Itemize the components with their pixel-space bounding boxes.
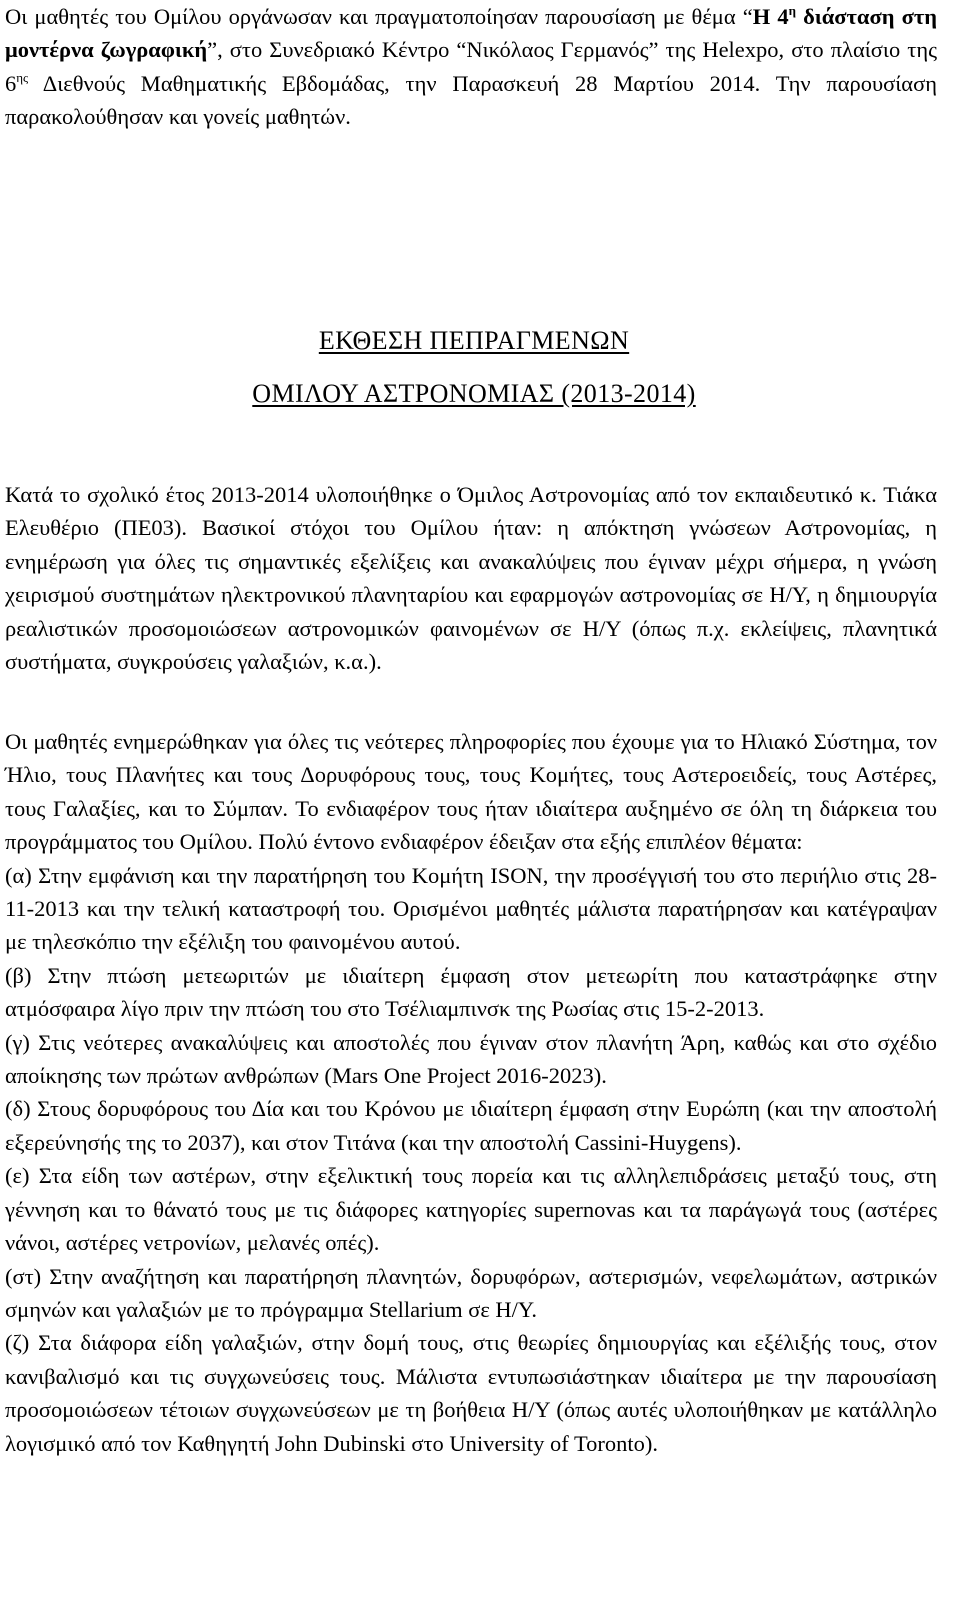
goals-paragraph: Κατά το σχολικό έτος 2013-2014 υλοποιήθηκε ο Όμιλος Αστρονομίας από τον εκπαιδευτικό κ. Τιάκα Ελευθέριο (ΠΕ03). Βασικοί στόχοι του Ομίλου ήταν: η απόκτηση γνώσεων Αστρονομίας, η ενημέρωση για όλες τις σημαντικές εξελίξεις και ανακαλύψεις που έγιναν μέχρι σήμερα, η γνώση χειρισμού συστημάτων ηλεκτρονικού πλανηταρίου και εφαρμογών αστρονομίας σε Η/Υ, η δημιουργία ρεαλιστικών προσομοιώσεων αστρονομικών φαινομένων σε Η/Υ (όπως π.χ. εκλείψεις, πλανητικά συστήματα, συγκρούσεις γαλαξιών, κ.α.). [5,482,937,675]
report-heading: ΕΚΘΕΣΗ ΠΕΠΡΑΓΜΕΝΩΝ [318,326,630,355]
info-paragraph: Οι μαθητές ενημερώθηκαν για όλες τις νεότερες πληροφορίες που έχουμε για το Ηλιακό Σύστημα, τον Ήλιο, τους Πλανήτες και τους Δορυφόρους τους, τους Κομήτες, τους Αστεροειδείς, τους Αστέρες, τους Γαλαξίες, και το Σύμπαν. Το ενδιαφέρον τους ήταν ιδιαίτερα αυξημένο σε όλη τη διάρκεια του προγράμματος του Ομίλου. Πολύ έντονο ενδιαφέρον έδειξαν στα εξής επιπλέον θέματα: [5,729,937,855]
intro-text-start: Οι μαθητές του Ομίλου οργάνωσαν και πραγματοποίησαν παρουσίαση με θέμα [5,4,743,29]
topic-item-c: (γ) Στις νεότερες ανακαλύψεις και αποστολές που έγιναν στον πλανήτη Άρη, καθώς και στο σχέδιο αποίκησης των πρώτων ανθρώπων (Mars One Project 2016-2023). [5,1029,937,1089]
topic-item-b: (β) Στην πτώση μετεωριτών με ιδιαίτερη έμφαση στον μετεωρίτη που καταστράφηκε στην ατμόσφαιρα λίγο πριν την πτώση του στο Τσέλιαμπινσκ της Ρωσίας στις 15-2-2013. [5,962,937,1022]
topics-section [0,725,948,1460]
topic-item-f: (στ) Στην αναζήτηση και παρατήρηση πλανητών, δορυφόρων, αστερισμών, νεφελωμάτων, αστρικών σμηνών και γαλαξιών με το πρόγραμμα Stellarium σε Η/Υ. [5,1263,937,1322]
topic-item-d: (δ) Στους δορυφόρους του Δία και του Κρόνου με ιδιαίτερη έμφαση στην Ευρώπη (και την αποστολή εξερεύνησής της το 2037), και στον Τιτάνα (και την αποστολή Cassini-Huygens). [5,1096,937,1155]
title-superscript: η [788,3,796,18]
intro-text-end: Διεθνούς Μαθηματικής Εβδομάδας, την Παρασκευή 28 Μαρτίου 2014. Την παρουσίαση παρακολούθησαν και γονείς μαθητών. [5,70,937,130]
title-part-b: διάσταση στη μοντέρνα ζωγραφική [5,4,937,63]
intro-text-middle: ”, στο Συνεδριακό Κέντρο “Νικόλαος Γερμανός” της Helexpo, στο πλαίσιο της 6 [5,37,937,96]
topic-item-e: (ε) Στα είδη των αστέρων, στην εξελικτική τους πορεία και τις αλληλεπιδράσεις μεταξύ τους, στη γέννηση και το θάνατό τους με τις διάφορες κατηγορίες supernovas και τα παράγωγά τους (αστέρες νάνοι, αστέρες νετρονίων, μελανές οπές). [5,1163,937,1256]
ordinal-superscript: ης [16,69,29,85]
intro-paragraph: Οι μαθητές του Ομίλου οργάνωσαν και πραγματοποίησαν παρουσίαση με θέμα “Η $4^\eta$ διάσταση στη μοντέρνα ζωγραφική”, στο Συνεδριακό Κέντρο “Νικόλαος Γερμανός” της Helexpo, στο πλαίσιο της $6^{\eta\varsigma}$ Διεθνούς Μαθηματικής Εβδομάδας, την Παρασκευή 28 Μαρτίου 2014. Την παρουσίαση παρακολούθησαν και γονείς μαθητών. [5,3,937,130]
topic-item-g: (ζ) Στα διάφορα είδη γαλαξιών, στην δομή τους, στις θεωρίες δημιουργίας και εξέλιξής τους, στον κανιβαλισμό και τις συγχωνεύσεις τους. Μάλιστα εντυπωσιάστηκαν ιδιαίτερα με την παρουσίαση προσομοιώσεων τέτοιων συγχωνεύσεων με τη βοήθεια Η/Υ (όπως αυτές υλοποιήθηκαν με κατάλληλο λογισμικό από τον Καθηγητή John Dubinski στο University of Toronto). [5,1330,937,1456]
title-part-a: Η 4 [752,4,789,29]
report-subheading: ΟΜΙΛΟΥ ΑΣΤΡΟΝΟΜΙΑΣ (2013-2014) [252,379,696,408]
topic-item-a: (α) Στην εμφάνιση και την παρατήρηση του Κομήτη ISON, την προσέγγισή του στο περιήλιο στις 28-11-2013 και την τελική καταστροφή του. Ορισμένοι μαθητές μάλιστα παρατήρησαν και κατέγραψαν με τηλεσκόπιο την εξέλιξη του φαινομένου αυτού. [5,862,937,955]
